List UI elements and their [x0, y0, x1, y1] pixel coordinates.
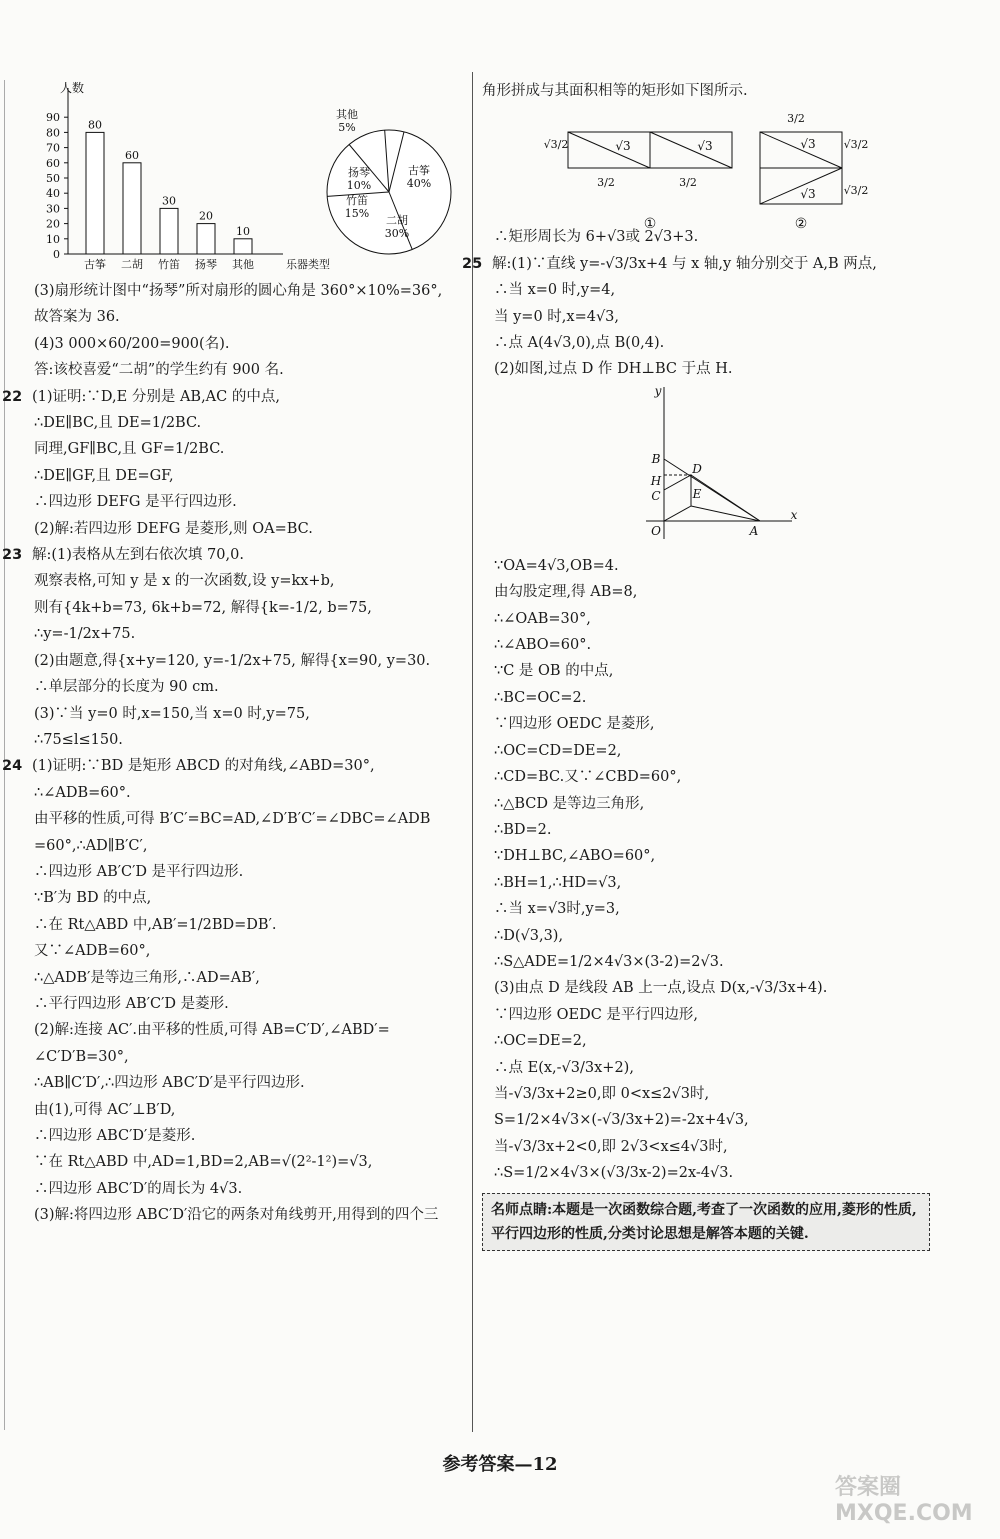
line-text: ∴S△ADE=1/2×4√3×(3-2)=2√3.	[494, 953, 724, 970]
line-text: S=1/2×4√3×(-√3/3x+2)=-2x+4√3,	[494, 1112, 749, 1129]
bar	[234, 239, 252, 254]
question-number: 25	[462, 255, 483, 272]
text-line	[2, 753, 462, 779]
line-text: ∵在 Rt△ABD 中,AD=1,BD=2,AB=√(2²-1²)=√3,	[34, 1154, 373, 1171]
right-column	[462, 78, 947, 1251]
y-tick-label: 30	[46, 202, 60, 216]
line-text: ∴在 Rt△ABD 中,AB′=1/2BD=DB′.	[34, 916, 277, 933]
text-line	[22, 568, 462, 594]
line-text: ∴四边形 ABC′D′的周长为 4√3.	[34, 1180, 243, 1197]
question-number: 24	[2, 758, 23, 775]
y-tick-label: 60	[46, 156, 60, 170]
text-line	[482, 330, 947, 356]
line-text: (2)由题意,得{x+y=120, y=-1/2x+75, 解得{x=90, y=30.	[34, 652, 431, 669]
text-line	[22, 833, 462, 859]
line-text: 当 y=0 时,x=4√3,	[494, 308, 620, 325]
line-text: ∴单层部分的长度为 90 cm.	[34, 679, 219, 696]
line-text: ∴△ADB′是等边三角形,∴AD=AB′,	[34, 969, 260, 986]
line-text: ∴OC=DE=2,	[494, 1033, 587, 1050]
text-line	[22, 938, 462, 964]
category-label: 竹笛	[158, 258, 180, 271]
q25-part2	[482, 553, 947, 1187]
text-line	[22, 701, 462, 727]
rhombus-OEDC	[664, 475, 691, 521]
text-line	[482, 817, 947, 843]
line-text: 当-√3/3x+2≥0,即 0<x≤2√3时,	[494, 1085, 710, 1102]
text-line	[2, 542, 462, 568]
side-label: √3	[800, 187, 816, 202]
y-tick-label: 70	[46, 141, 60, 155]
side-label: √3/2	[543, 138, 569, 152]
text-line	[482, 1081, 947, 1107]
perimeter-line: ∴矩形周长为 6+√3或 2√3+3.	[494, 229, 699, 246]
line-text: =60°,∴AD∥B′C′,	[34, 837, 148, 854]
line-text: ∴CD=BC.又∵∠CBD=60°,	[494, 769, 682, 786]
y-axis-label: 人数	[59, 81, 85, 95]
line-text: ∴△BCD 是等边三角形,	[494, 795, 645, 812]
line-text: 同理,GF∥BC,且 GF=1/2BC.	[34, 441, 225, 458]
line-text: 故答案为 36.	[34, 309, 120, 326]
text-line	[482, 277, 947, 303]
line-text: 则有{4k+b=73, 6k+b=72, 解得{k=-1/2, b=75,	[34, 599, 372, 616]
text-line	[482, 711, 947, 737]
pie-slice-percent: 5%	[338, 121, 356, 134]
text-line	[2, 384, 462, 410]
line-text: ∴当 x=0 时,y=4,	[494, 282, 616, 299]
line-text: ∴AB∥C′D′,∴四边形 ABC′D′是平行四边形.	[34, 1075, 305, 1092]
side-label: √3	[615, 139, 631, 154]
text-line	[22, 991, 462, 1017]
text-line	[22, 1149, 462, 1175]
bar-chart	[22, 78, 330, 278]
text-line	[22, 674, 462, 700]
text-line	[22, 595, 462, 621]
teacher-tip: 名师点睛:本题是一次函数综合题,考查了一次函数的应用,菱形的性质,平行四边形的性质,分类讨论思想是解答本题的关键.	[482, 1193, 930, 1251]
y-tick-label: 90	[46, 111, 60, 125]
text-line	[482, 975, 947, 1001]
text-line	[482, 632, 947, 658]
text-line	[482, 356, 947, 382]
text-line	[22, 965, 462, 991]
line-text: ∴BH=1,∴HD=√3,	[494, 874, 622, 891]
pie-slice-label: 其他	[336, 108, 358, 121]
category-label: 其他	[232, 258, 254, 271]
text-line	[22, 621, 462, 647]
x-axis-label: 乐器类型	[286, 258, 330, 271]
text-line	[482, 1002, 947, 1028]
line-text: ∵四边形 OEDC 是平行四边形,	[494, 1006, 699, 1023]
text-line	[482, 738, 947, 764]
text-line	[22, 1202, 462, 1228]
line-text: ∴平行四边形 AB′C′D 是菱形.	[34, 995, 229, 1012]
text-line	[22, 463, 462, 489]
line-text: ∴y=-1/2x+75.	[34, 626, 136, 643]
point-label-E: E	[692, 486, 702, 501]
line-text: ∠C′D′B=30°,	[34, 1048, 129, 1065]
coordinate-diagram	[632, 383, 812, 553]
watermark-logo	[835, 1470, 985, 1530]
line-text: ∴∠OAB=30°,	[494, 610, 591, 627]
text-line	[482, 764, 947, 790]
side-label: 3/2	[787, 112, 805, 126]
line-text: (3)由点 D 是线段 AB 上一点,设点 D(x,-√3/3x+4).	[494, 980, 828, 997]
line-text: 解:(1)∵直线 y=-√3/3x+4 与 x 轴,y 轴分别交于 A,B 两点,	[492, 255, 877, 272]
line-text: 由(1),可得 AC′⊥B′D,	[34, 1101, 176, 1118]
line-text: ∴∠ADB=60°.	[34, 784, 131, 801]
page-footer: 参考答案—12	[442, 1454, 558, 1475]
bar	[197, 224, 215, 254]
text-line	[482, 579, 947, 605]
rect-1-diag	[568, 132, 650, 168]
line-text: ∴DE∥GF,且 DE=GF,	[34, 467, 174, 484]
point-label-B: B	[651, 451, 661, 466]
text-line	[22, 489, 462, 515]
text-line	[482, 606, 947, 632]
bar	[160, 208, 178, 254]
line-text: 答:该校喜爱“二胡”的学生约有 900 名.	[34, 362, 284, 379]
left-column	[2, 78, 462, 1229]
line-text: ∴75≤l≤150.	[34, 731, 123, 748]
text-line	[22, 727, 462, 753]
text-line	[482, 923, 947, 949]
text-line	[22, 1070, 462, 1096]
text-line	[482, 1055, 947, 1081]
line-text: (1)证明:∵D,E 分别是 AB,AC 的中点,	[32, 388, 280, 405]
text-line	[462, 251, 947, 277]
category-label: 扬琴	[195, 258, 217, 271]
text-line	[22, 648, 462, 674]
line-text: ∴D(√3,3),	[494, 927, 564, 944]
text-line	[482, 896, 947, 922]
bar-value-label: 30	[162, 194, 176, 208]
side-label: √3/2	[843, 184, 869, 198]
text-line	[22, 859, 462, 885]
line-text: (2)解:若四边形 DEFG 是菱形,则 OA=BC.	[34, 520, 313, 537]
line-text: (4)3 000×60/200=900(名).	[34, 335, 230, 352]
line-text: (1)证明:∵BD 是矩形 ABCD 的对角线,∠ABD=30°,	[32, 758, 375, 775]
line-text: ∴∠ABO=60°.	[494, 637, 592, 654]
pie-slice-percent: 10%	[346, 179, 372, 192]
text-line	[482, 553, 947, 579]
pie-slice-percent: 30%	[384, 227, 410, 240]
line-text: ∴BD=2.	[494, 821, 552, 838]
watermark-text: 答案圈 MXQE.COM	[835, 1475, 973, 1526]
side-label: √3/2	[843, 138, 869, 152]
y-tick-label: 10	[46, 232, 60, 246]
point-label-C: C	[651, 488, 661, 503]
text-line	[22, 516, 462, 542]
line-text: ∴DE∥BC,且 DE=1/2BC.	[34, 415, 202, 432]
text-line	[482, 1028, 947, 1054]
pie-slice-percent: 15%	[344, 207, 370, 220]
point-label-D: D	[692, 461, 702, 476]
text-line	[482, 1160, 947, 1186]
text-line	[482, 1107, 947, 1133]
bar-value-label: 60	[125, 148, 139, 162]
pie-slice-percent: 40%	[406, 177, 432, 190]
text-line	[482, 791, 947, 817]
text-line	[22, 1017, 462, 1043]
line-text: (3)解:将四边形 ABC′D′沿它的两条对角线剪开,用得到的四个三	[34, 1207, 439, 1224]
pie-slice-label: 扬琴	[348, 166, 370, 179]
side-label: 3/2	[679, 176, 697, 190]
side-label: 3/2	[597, 176, 615, 190]
y-tick-label: 80	[46, 126, 60, 140]
line-text: ∴点 E(x,-√3/3x+2),	[494, 1059, 634, 1076]
point-label-A: A	[749, 523, 759, 538]
category-label: 古筝	[84, 258, 106, 271]
point-label-O: O	[651, 523, 661, 538]
line-text: ∴OC=CD=DE=2,	[494, 742, 622, 759]
point-label-y: y	[654, 383, 662, 398]
point-label-H: H	[650, 473, 662, 488]
text-line	[22, 806, 462, 832]
line-text: 由勾股定理,得 AB=8,	[494, 584, 638, 601]
text-line	[22, 436, 462, 462]
line-text: 观察表格,可知 y 是 x 的一次函数,设 y=kx+b,	[34, 573, 335, 590]
line-text: 解:(1)表格从左到右依次填 70,0.	[32, 547, 244, 564]
question-number: 23	[2, 547, 23, 564]
text-line	[22, 357, 462, 383]
side-label: √3	[697, 139, 713, 154]
line-text: ∴S=1/2×4√3×(√3/3x-2)=2x-4√3.	[494, 1165, 734, 1182]
bar-value-label: 20	[199, 209, 213, 223]
text-line	[22, 410, 462, 436]
line-text: ∵OA=4√3,OB=4.	[494, 557, 619, 574]
y-tick-label: 40	[46, 187, 60, 201]
line-text: (3)扇形统计图中“扬琴”所对扇形的圆心角是 360°×10%=36°,	[34, 283, 443, 299]
side-label: √3	[800, 137, 816, 152]
pie-slice-label: 二胡	[386, 214, 408, 227]
line-text: (2)解:连接 AC′.由平移的性质,可得 AB=C′D′,∠ABD′=	[34, 1022, 390, 1039]
text-line	[22, 1097, 462, 1123]
text-line	[482, 1134, 947, 1160]
line-text: (2)如图,过点 D 作 DH⊥BC 于点 H.	[494, 361, 733, 378]
text-line	[482, 949, 947, 975]
bar	[123, 163, 141, 254]
text-line	[22, 1176, 462, 1202]
line-text: ∵B′为 BD 的中点,	[34, 890, 152, 907]
bar	[86, 132, 104, 254]
line-text: ∴四边形 ABC′D′是菱形.	[34, 1128, 196, 1144]
figure-label-1: ①	[643, 216, 657, 233]
y-tick-label: 0	[53, 248, 60, 261]
line-text: (3)∵当 y=0 时,x=150,当 x=0 时,y=75,	[34, 705, 310, 722]
line-text: ∴四边形 AB′C′D 是平行四边形.	[34, 863, 244, 880]
text-line	[482, 843, 947, 869]
text-line	[22, 331, 462, 357]
point-label-x: x	[790, 507, 798, 522]
question-number: 22	[2, 388, 23, 405]
text-line	[22, 912, 462, 938]
line-text: 又∵∠ADB=60°,	[34, 943, 151, 960]
category-label: 二胡	[121, 258, 143, 271]
line-text: ∴BC=OC=2.	[494, 689, 587, 706]
text-line	[22, 304, 462, 330]
rect-intro: 角形拼成与其面积相等的矩形如下图所示.	[482, 83, 748, 99]
text-line	[482, 658, 947, 684]
pie-slice-label: 竹笛	[346, 194, 368, 207]
text-line	[482, 685, 947, 711]
line-text: ∵DH⊥BC,∠ABO=60°,	[494, 848, 656, 865]
bar-value-label: 80	[88, 118, 102, 132]
pie-chart	[317, 108, 457, 272]
line-text: ∵四边形 OEDC 是菱形,	[494, 716, 655, 733]
rect-1-diag	[650, 132, 732, 168]
rectangle-diagram	[542, 104, 942, 233]
line-text: ∴当 x=√3时,y=3,	[494, 901, 620, 918]
line-text: ∴点 A(4√3,0),点 B(0,4).	[494, 335, 665, 352]
text-line	[22, 1044, 462, 1070]
rectangle-figures	[482, 104, 947, 233]
statistics-figures	[22, 78, 462, 278]
line-text: 当-√3/3x+2<0,即 2√3<x≤4√3时,	[494, 1138, 728, 1155]
figure-label-2: ②	[794, 216, 808, 233]
line-text: 由平移的性质,可得 B′C′=BC=AD,∠D′B′C′=∠DBC=∠ADB	[34, 811, 431, 828]
coordinate-figure	[482, 383, 947, 553]
text-line	[22, 1123, 462, 1149]
line-text: ∴四边形 DEFG 是平行四边形.	[34, 494, 237, 511]
line-text: ∵C 是 OB 的中点,	[494, 663, 614, 680]
bar-value-label: 10	[236, 224, 250, 238]
q25-part1	[462, 251, 947, 383]
text-line	[22, 885, 462, 911]
text-line	[22, 278, 462, 304]
pie-slice-label: 古筝	[408, 164, 430, 177]
y-tick-label: 20	[46, 217, 60, 231]
left-text-block	[2, 278, 462, 1229]
text-line	[22, 780, 462, 806]
text-line	[482, 870, 947, 896]
y-tick-label: 50	[46, 172, 60, 185]
text-line	[482, 304, 947, 330]
